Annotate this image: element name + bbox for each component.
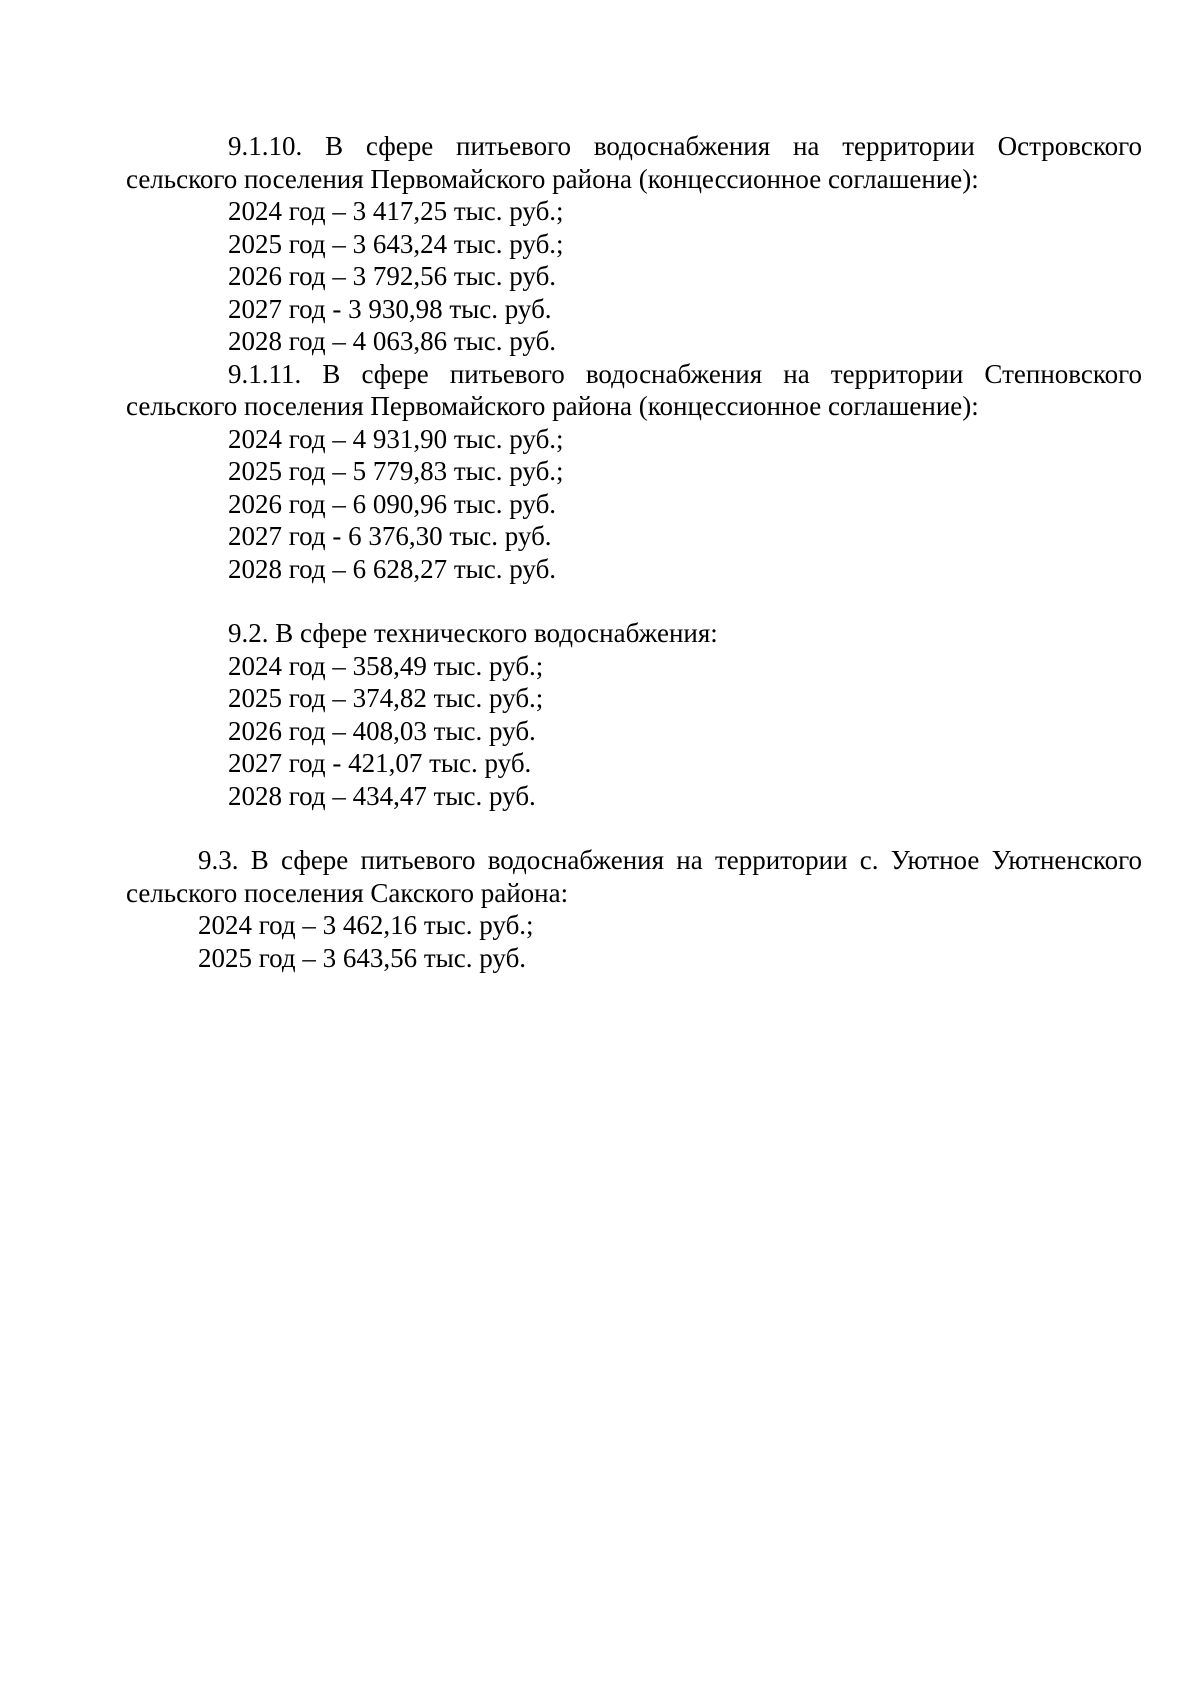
section-9-1-11 <box>126 358 1142 586</box>
amount-line: 2028 год – 4 063,86 тыс. руб. <box>228 326 557 356</box>
amount-line: 2026 год – 3 792,56 тыс. руб. <box>228 261 557 291</box>
amount-line: 2027 год - 6 376,30 тыс. руб. <box>228 521 552 551</box>
document-body <box>126 130 1142 974</box>
amount-line: 2028 год – 6 628,27 тыс. руб. <box>228 553 557 584</box>
section-9-2 <box>126 617 1142 812</box>
section-heading: 9.2. В сфере технического водоснабжения: <box>228 618 718 648</box>
amount-list <box>126 909 1142 974</box>
amount-list <box>126 423 1142 586</box>
section-9-3 <box>126 844 1142 974</box>
paragraph-spacer <box>126 585 1142 617</box>
amount-list <box>126 650 1142 813</box>
paragraph-spacer <box>126 812 1142 844</box>
section-heading: 9.1.11. В сфере питьевого водоснабжения на территории Степновского сельского поселения Первомайского района (концессионное соглашение): <box>126 358 1142 421</box>
amount-list <box>126 195 1142 358</box>
amount-line: 2028 год – 434,47 тыс. руб. <box>228 780 536 811</box>
amount-line: 2024 год – 358,49 тыс. руб.; <box>228 650 544 681</box>
amount-line: 2024 год – 3 417,25 тыс. руб.; <box>228 196 564 226</box>
section-heading: 9.3. В сфере питьевого водоснабжения на территории с. Уютное Уютненского сельского поселения Сакского района: <box>126 845 1142 908</box>
section-heading: 9.1.10. В сфере питьевого водоснабжения на территории Островского сельского поселения Первомайского района (концессионное соглашение): <box>126 131 1142 194</box>
amount-line: 2024 год – 3 462,16 тыс. руб.; <box>198 910 534 940</box>
amount-line: 2026 год – 408,03 тыс. руб. <box>228 715 536 746</box>
amount-line: 2027 год - 3 930,98 тыс. руб. <box>228 293 552 324</box>
amount-line: 2025 год – 3 643,56 тыс. руб. <box>198 942 527 973</box>
section-9-1-10 <box>126 130 1142 358</box>
amount-line: 2025 год – 5 779,83 тыс. руб.; <box>228 456 564 486</box>
amount-line: 2025 год – 374,82 тыс. руб.; <box>228 683 544 713</box>
amount-line: 2025 год – 3 643,24 тыс. руб.; <box>228 228 564 259</box>
amount-line: 2026 год – 6 090,96 тыс. руб. <box>228 488 557 519</box>
amount-line: 2027 год - 421,07 тыс. руб. <box>228 748 532 778</box>
amount-line: 2024 год – 4 931,90 тыс. руб.; <box>228 423 564 454</box>
